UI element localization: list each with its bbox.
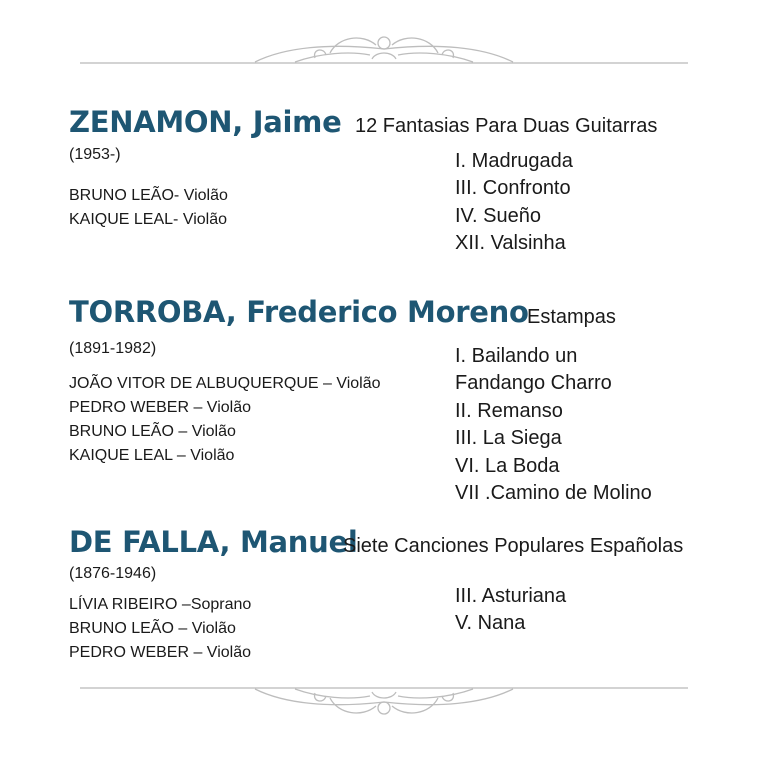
performer-item: JOÃO VITOR DE ALBUQUERQUE – Violão bbox=[69, 375, 381, 392]
performer-item: PEDRO WEBER – Violão bbox=[69, 399, 251, 416]
performer-list bbox=[69, 593, 251, 665]
movement-item: I. Bailando un bbox=[455, 345, 578, 367]
performer-list bbox=[69, 372, 381, 468]
movement-item: II. Remanso bbox=[455, 399, 563, 422]
movement-item: VII .Camino de Molino bbox=[455, 482, 652, 505]
movement-item: III. La Siega bbox=[455, 427, 562, 450]
movement-item: III. Confronto bbox=[455, 177, 571, 200]
composer-dates: (1953-) bbox=[69, 146, 121, 163]
movement-item: III. Asturiana bbox=[455, 585, 567, 607]
movement-item: V. Nana bbox=[455, 612, 526, 635]
composer-name: TORROBA, Frederico Moreno bbox=[69, 295, 529, 329]
performer-item: LÍVIA RIBEIRO –Soprano bbox=[69, 596, 252, 613]
top-ornament-divider bbox=[80, 25, 688, 65]
performer-item: KAIQUE LEAL – Violão bbox=[69, 447, 235, 464]
movement-list bbox=[455, 148, 573, 258]
composer-name: ZENAMON, Jaime bbox=[69, 105, 342, 139]
performer-item: BRUNO LEÃO- Violão bbox=[69, 187, 228, 204]
bottom-ornament-divider bbox=[80, 686, 688, 726]
movement-list bbox=[455, 583, 566, 638]
composer-name: DE FALLA, Manuel bbox=[69, 525, 358, 559]
movement-item: Fandango Charro bbox=[455, 372, 612, 395]
performer-item: BRUNO LEÃO – Violão bbox=[69, 620, 236, 637]
work-title: 12 Fantasias Para Duas Guitarras bbox=[355, 115, 658, 137]
movement-item: IV. Sueño bbox=[455, 204, 542, 227]
composer-dates: (1876-1946) bbox=[69, 565, 157, 582]
movement-item: VI. La Boda bbox=[455, 454, 560, 477]
movement-list bbox=[455, 343, 652, 507]
performer-list bbox=[69, 184, 228, 232]
work-title: Estampas bbox=[527, 306, 616, 328]
work-title: Siete Canciones Populares Españolas bbox=[343, 535, 684, 557]
composer-dates: (1891-1982) bbox=[69, 340, 157, 357]
movement-item: I. Madrugada bbox=[455, 150, 573, 172]
performer-item: PEDRO WEBER – Violão bbox=[69, 644, 251, 661]
movement-item: XII. Valsinha bbox=[455, 232, 566, 255]
performer-item: KAIQUE LEAL- Violão bbox=[69, 211, 228, 228]
performer-item: BRUNO LEÃO – Violão bbox=[69, 423, 236, 440]
